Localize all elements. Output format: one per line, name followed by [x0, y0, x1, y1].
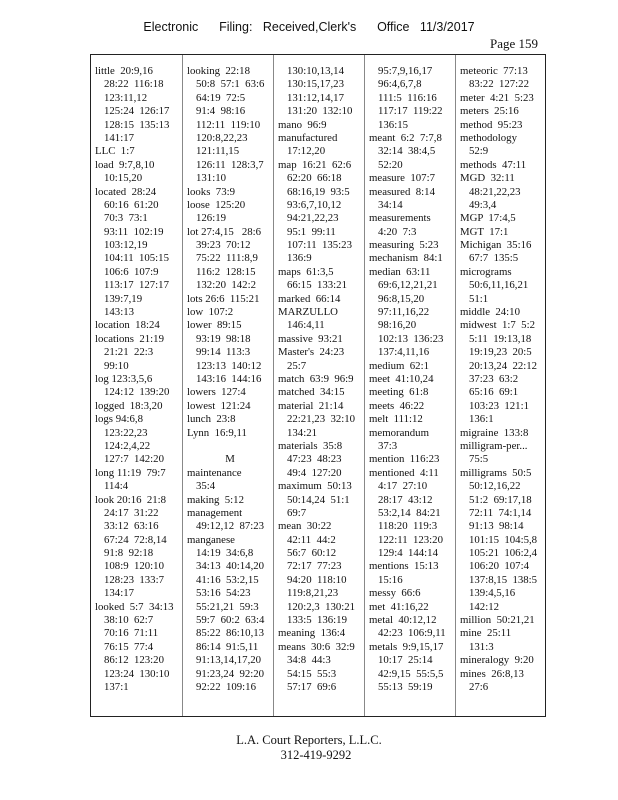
index-line: 112:11 119:10 — [196, 118, 261, 131]
column-divider — [182, 55, 183, 716]
index-line: 39:23 70:12 — [196, 239, 251, 252]
index-line: 128:15 135:13 — [104, 118, 170, 131]
index-entry: micrograms — [460, 265, 512, 278]
index-line: 22:21,23 32:10 — [287, 413, 356, 426]
index-entry: manganese — [187, 533, 235, 546]
index-entry: low 107:2 — [187, 306, 234, 319]
index-entry: measurements — [369, 212, 431, 225]
index-entry: material 21:14 — [278, 399, 344, 412]
index-entry: mentioned 4:11 — [369, 466, 439, 479]
index-entry: loose 125:20 — [187, 198, 246, 211]
index-entry: measure 107:7 — [369, 172, 435, 185]
index-line: 5:11 19:13,18 — [469, 332, 532, 345]
index-line: 37:23 63:2 — [469, 372, 519, 385]
index-line: 68:16,19 93:5 — [287, 185, 350, 198]
index-line: 119:8,21,23 — [287, 587, 339, 600]
index-line: 139:7,19 — [104, 292, 143, 305]
index-line: 38:10 62:7 — [104, 614, 154, 627]
index-entry: middle 24:10 — [460, 306, 520, 319]
index-line: 120:2,3 130:21 — [287, 600, 356, 613]
index-line: 91:4 98:16 — [196, 105, 246, 118]
index-line: 70:3 73:1 — [104, 212, 148, 225]
index-line: 130:10,13,14 — [287, 65, 344, 77]
index-entry: lunch 23:8 — [187, 413, 236, 426]
index-line: 91:13,14,17,20 — [196, 654, 262, 667]
index-entry — [187, 440, 273, 453]
index-line: 134:17 — [104, 587, 134, 600]
index-entry: melt 111:12 — [369, 413, 423, 426]
index-line: 53:2,14 84:21 — [378, 506, 441, 519]
index-line: 123:24 130:10 — [104, 667, 170, 680]
index-line: 4:17 27:10 — [378, 480, 428, 493]
index-line: 72:11 74:1,14 — [469, 506, 532, 519]
index-entry: marked 66:14 — [278, 292, 341, 305]
index-line: 123:11,12 — [104, 91, 148, 104]
index-line: 55:21,21 59:3 — [196, 600, 259, 613]
index-line: 108:9 120:10 — [104, 560, 164, 573]
index-entry: LLC 1:7 — [95, 145, 135, 158]
index-line: 17:12,20 — [287, 145, 326, 158]
index-line: 123:13 140:12 — [196, 359, 262, 372]
index-entry: looked 5:7 34:13 — [95, 600, 174, 613]
index-entry: meters 25:16 — [460, 105, 519, 118]
index-entry: located 28:24 — [95, 185, 157, 198]
index-line: 130:15,17,23 — [287, 78, 344, 91]
index-entry: mine 25:11 — [460, 627, 512, 640]
index-entry: management — [187, 506, 243, 519]
index-line: 24:17 31:22 — [104, 506, 159, 519]
index-line: 86:14 91:5,11 — [196, 640, 259, 653]
index-entry: load 9:7,8,10 — [95, 158, 155, 171]
index-column-5 — [460, 65, 546, 694]
index-entry: Master's 24:23 — [278, 346, 345, 359]
index-entry: meeting 61:8 — [369, 386, 429, 399]
index-line: 48:21,22,23 — [469, 185, 521, 198]
index-entry: Lynn 16:9,11 — [187, 426, 247, 439]
index-line: 111:5 116:16 — [378, 91, 437, 104]
index-line: 93:6,7,10,12 — [287, 198, 342, 211]
index-line: 105:21 106:2,4 — [469, 547, 538, 560]
index-line: 14:19 34:6,8 — [196, 547, 254, 560]
index-line: 28:17 43:12 — [378, 493, 433, 506]
index-line: 10:15,20 — [104, 172, 143, 185]
index-line: 41:16 53:2,15 — [196, 573, 259, 586]
index-line: 146:4,11 — [287, 319, 325, 332]
index-line: 118:20 119:3 — [378, 520, 438, 533]
index-line: 98:16,20 — [378, 319, 417, 332]
index-entry: logged 18:3,20 — [95, 399, 163, 412]
index-line: 34:8 44:3 — [287, 654, 331, 667]
index-line: 134:21 — [287, 426, 317, 439]
index-line: 94:20 118:10 — [287, 573, 347, 586]
index-line: 137:4,11,16 — [378, 346, 430, 359]
index-line: 143:13 — [104, 306, 134, 319]
index-entry: metal 40:12,12 — [369, 614, 437, 627]
index-line: 20:13,24 22:12 — [469, 359, 538, 372]
index-line: 69:6,12,21,21 — [378, 279, 438, 292]
index-line: 95:7,9,16,17 — [378, 65, 433, 77]
index-line: 126:11 128:3,7 — [196, 158, 264, 171]
index-line: 129:4 144:14 — [378, 547, 438, 560]
index-line: 136:15 — [378, 118, 408, 131]
index-line: 67:7 135:5 — [469, 252, 519, 265]
filing-header: Electronic Filing: Received,Clerk's Office 11/3/2017 — [143, 20, 475, 34]
index-entry: medium 62:1 — [369, 359, 429, 372]
index-line: 99:14 113:3 — [196, 346, 251, 359]
index-line: 65:16 69:1 — [469, 386, 519, 399]
index-line: 126:19 — [196, 212, 226, 225]
index-line: 113:17 127:17 — [104, 279, 169, 292]
index-line: 32:14 38:4,5 — [378, 145, 436, 158]
index-entry: milligram-per... — [460, 439, 528, 452]
index-line: 141:17 — [104, 131, 134, 144]
index-line: 91:8 92:18 — [104, 547, 154, 560]
index-line: 35:4 — [196, 480, 216, 493]
index-line: 34:13 40:14,20 — [196, 560, 265, 573]
index-line: 19:19,23 20:5 — [469, 346, 532, 359]
index-entry: manufactured — [278, 131, 338, 144]
index-line: 99:10 — [104, 359, 129, 372]
index-line: 28:22 116:18 — [104, 78, 164, 91]
index-line: 107:11 135:23 — [287, 239, 352, 252]
section-letter: M — [225, 453, 235, 466]
index-line: 42:9,15 55:5,5 — [378, 667, 444, 680]
index-entry: meter 4:21 5:23 — [460, 91, 534, 104]
index-line: 75:22 111:8,9 — [196, 252, 258, 265]
index-line: 96:8,15,20 — [378, 292, 425, 305]
index-entry: long 11:19 79:7 — [95, 466, 166, 479]
index-line: 67:24 72:8,14 — [104, 533, 167, 546]
index-line: 69:7 — [287, 506, 307, 519]
index-line: 93:19 98:18 — [196, 332, 251, 345]
index-line: 72:17 77:23 — [287, 560, 342, 573]
index-entry: memorandum — [369, 426, 429, 439]
index-entry: match 63:9 96:9 — [278, 372, 354, 385]
index-line: 85:22 86:10,13 — [196, 627, 265, 640]
index-line: 93:11 102:19 — [104, 225, 164, 238]
index-line: 10:17 25:14 — [378, 654, 433, 667]
index-entry: MARZULLO — [278, 306, 338, 319]
index-line: 94:21,22,23 — [287, 212, 339, 225]
index-entry: meteoric 77:13 — [460, 65, 528, 77]
index-line: 101:15 104:5,8 — [469, 533, 538, 546]
index-entry: measured 8:14 — [369, 185, 435, 198]
index-column-4 — [369, 65, 455, 694]
index-entry: mano 96:9 — [278, 118, 327, 131]
index-entry: messy 66:6 — [369, 587, 421, 600]
index-entry: log 123:3,5,6 — [95, 372, 153, 385]
index-line: 62:20 66:18 — [287, 172, 342, 185]
index-line: 91:13 98:14 — [469, 520, 524, 533]
index-line: 114:4 — [104, 480, 129, 493]
index-line: 96:4,6,7,8 — [378, 78, 422, 91]
index-line: 51:2 69:17,18 — [469, 493, 532, 506]
index-entry: locations 21:19 — [95, 332, 164, 345]
index-entry: massive 93:21 — [278, 332, 343, 345]
index-entry: metals 9:9,15,17 — [369, 640, 444, 653]
index-line: 92:22 109:16 — [196, 680, 256, 693]
index-entry: looking 22:18 — [187, 65, 250, 77]
index-line: 55:13 59:19 — [378, 680, 433, 693]
index-entry: meet 41:10,24 — [369, 372, 434, 385]
index-line: 123:22,23 — [104, 426, 148, 439]
index-line: 50:8 57:1 63:6 — [196, 78, 265, 91]
index-line: 124:2,4,22 — [104, 439, 151, 452]
index-line: 125:24 126:17 — [104, 105, 170, 118]
index-line: 49:3,4 — [469, 198, 497, 211]
index-line: 52:20 — [378, 158, 403, 171]
index-entry: million 50:21,21 — [460, 614, 535, 627]
index-entry: MGT 17:1 — [460, 225, 509, 238]
index-line: 137:1 — [104, 680, 129, 693]
page-number: Page 159 — [490, 36, 539, 51]
index-entry: meaning 136:4 — [278, 627, 346, 640]
index-entry: met 41:16,22 — [369, 600, 429, 613]
index-line: 102:13 136:23 — [378, 332, 444, 345]
index-line: 33:12 63:16 — [104, 520, 159, 533]
index-entry: looks 73:9 — [187, 185, 235, 198]
index-entry: Michigan 35:16 — [460, 239, 532, 252]
index-entry: map 16:21 62:6 — [278, 158, 352, 171]
index-column-2 — [187, 65, 273, 694]
index-line: 131:3 — [469, 640, 494, 653]
index-entry: look 20:16 21:8 — [95, 493, 167, 506]
index-line: 137:8,15 138:5 — [469, 573, 538, 586]
index-entry: mineralogy 9:20 — [460, 654, 534, 667]
index-line: 86:12 123:20 — [104, 654, 164, 667]
index-column-3 — [278, 65, 364, 694]
index-entry: methodology — [460, 131, 517, 144]
index-entry: methods 47:11 — [460, 158, 527, 171]
index-entry: lot 27:4,15 28:6 — [187, 225, 262, 238]
index-entry: lower 89:15 — [187, 319, 242, 332]
index-line: 51:1 — [469, 292, 489, 305]
index-line: 49:4 127:20 — [287, 466, 342, 479]
index-line: 136:1 — [469, 413, 494, 426]
index-line: 60:16 61:20 — [104, 198, 159, 211]
index-entry: logs 94:6,8 — [95, 413, 143, 426]
index-line: 75:5 — [469, 453, 489, 466]
index-line: 139:4,5,16 — [469, 587, 516, 600]
reporter-name: L.A. Court Reporters, L.L.C. — [236, 733, 382, 747]
index-line: 120:8,22,23 — [196, 131, 248, 144]
index-entry: maintenance — [187, 466, 242, 479]
column-divider — [364, 55, 365, 716]
index-line: 47:23 48:23 — [287, 453, 342, 466]
index-line: 52:9 — [469, 145, 489, 158]
index-line: 131:10 — [196, 172, 226, 185]
index-line: 133:5 136:19 — [287, 614, 347, 627]
index-line: 95:1 99:11 — [287, 225, 336, 238]
index-entry: means 30:6 32:9 — [278, 640, 355, 653]
index-line: 54:15 55:3 — [287, 667, 337, 680]
index-line: 128:23 133:7 — [104, 573, 164, 586]
index-entry: meant 6:2 7:7,8 — [369, 131, 442, 144]
index-entry: migraine 133:8 — [460, 426, 529, 439]
index-entry: mines 26:8,13 — [460, 667, 524, 680]
index-entry: materials 35:8 — [278, 439, 343, 452]
index-entry: lots 26:6 115:21 — [187, 292, 260, 305]
index-line: 50:6,11,16,21 — [469, 279, 529, 292]
column-divider — [273, 55, 274, 716]
index-line: 91:23,24 92:20 — [196, 667, 265, 680]
index-entry: location 18:24 — [95, 319, 160, 332]
index-line: 25:7 — [287, 359, 307, 372]
index-line: 76:15 77:4 — [104, 640, 154, 653]
index-entry: matched 34:15 — [278, 386, 345, 399]
reporter-phone: 312-419-9292 — [280, 748, 352, 762]
index-line: 131:12,14,17 — [287, 91, 344, 104]
index-line: 56:7 60:12 — [287, 547, 337, 560]
index-line: 50:12,16,22 — [469, 480, 521, 493]
index-line: 131:20 132:10 — [287, 105, 353, 118]
index-line: 106:6 107:9 — [104, 265, 159, 278]
index-line: 143:16 144:16 — [196, 372, 262, 385]
index-line: 15:16 — [378, 573, 403, 586]
index-line: 50:14,24 51:1 — [287, 493, 350, 506]
index-entry: midwest 1:7 5:2 — [460, 319, 535, 332]
index-line: 59:7 60:2 63:4 — [196, 614, 265, 627]
index-line: 132:20 142:2 — [196, 279, 256, 292]
index-entry: MGP 17:4,5 — [460, 212, 516, 225]
index-entry: measuring 5:23 — [369, 239, 439, 252]
index-line: 103:23 121:1 — [469, 399, 529, 412]
index-line: 27:6 — [469, 680, 489, 693]
index-line: 142:12 — [469, 600, 499, 613]
index-line: 117:17 119:22 — [378, 105, 443, 118]
index-entry: lowest 121:24 — [187, 399, 251, 412]
index-entry: mechanism 84:1 — [369, 252, 443, 265]
index-entry: making 5:12 — [187, 493, 244, 506]
index-line: 97:11,16,22 — [378, 306, 430, 319]
index-line: 42:11 44:2 — [287, 533, 336, 546]
index-entry: mention 116:23 — [369, 453, 440, 466]
index-line: 124:12 139:20 — [104, 386, 170, 399]
index-line: 34:14 — [378, 198, 403, 211]
index-line: 21:21 22:3 — [104, 346, 154, 359]
index-entry: method 95:23 — [460, 118, 523, 131]
index-line: 121:11,15 — [196, 145, 240, 158]
column-divider — [455, 55, 456, 716]
index-line: 106:20 107:4 — [469, 560, 529, 573]
index-entry: lowers 127:4 — [187, 386, 246, 399]
index-entry: milligrams 50:5 — [460, 466, 532, 479]
index-column-1 — [95, 65, 181, 694]
index-line: 127:7 142:20 — [104, 453, 164, 466]
index-line: 70:16 71:11 — [104, 627, 159, 640]
index-entry: little 20:9,16 — [95, 65, 153, 77]
index-line: 42:23 106:9,11 — [378, 627, 446, 640]
index-entry: meets 46:22 — [369, 399, 425, 412]
index-line: 53:16 54:23 — [196, 587, 251, 600]
index-line: 49:12,12 87:23 — [196, 520, 265, 533]
index-entry: maximum 50:13 — [278, 480, 352, 493]
index-line: 57:17 69:6 — [287, 680, 337, 693]
index-table — [90, 54, 546, 717]
index-line: 64:19 72:5 — [196, 91, 246, 104]
index-line: 37:3 — [378, 439, 398, 452]
index-line: 116:2 128:15 — [196, 265, 256, 278]
index-entry: median 63:11 — [369, 265, 431, 278]
index-entry: mean 30:22 — [278, 520, 332, 533]
index-entry: mentions 15:13 — [369, 560, 439, 573]
index-line: 136:9 — [287, 252, 312, 265]
index-line: 103:12,19 — [104, 239, 148, 252]
index-line: 83:22 127:22 — [469, 78, 529, 91]
index-entry: maps 61:3,5 — [278, 265, 334, 278]
index-line: 122:11 123:20 — [378, 533, 443, 546]
index-line: 66:15 133:21 — [287, 279, 347, 292]
index-entry: MGD 32:11 — [460, 172, 515, 185]
index-line: 4:20 7:3 — [378, 225, 417, 238]
index-line: 104:11 105:15 — [104, 252, 169, 265]
